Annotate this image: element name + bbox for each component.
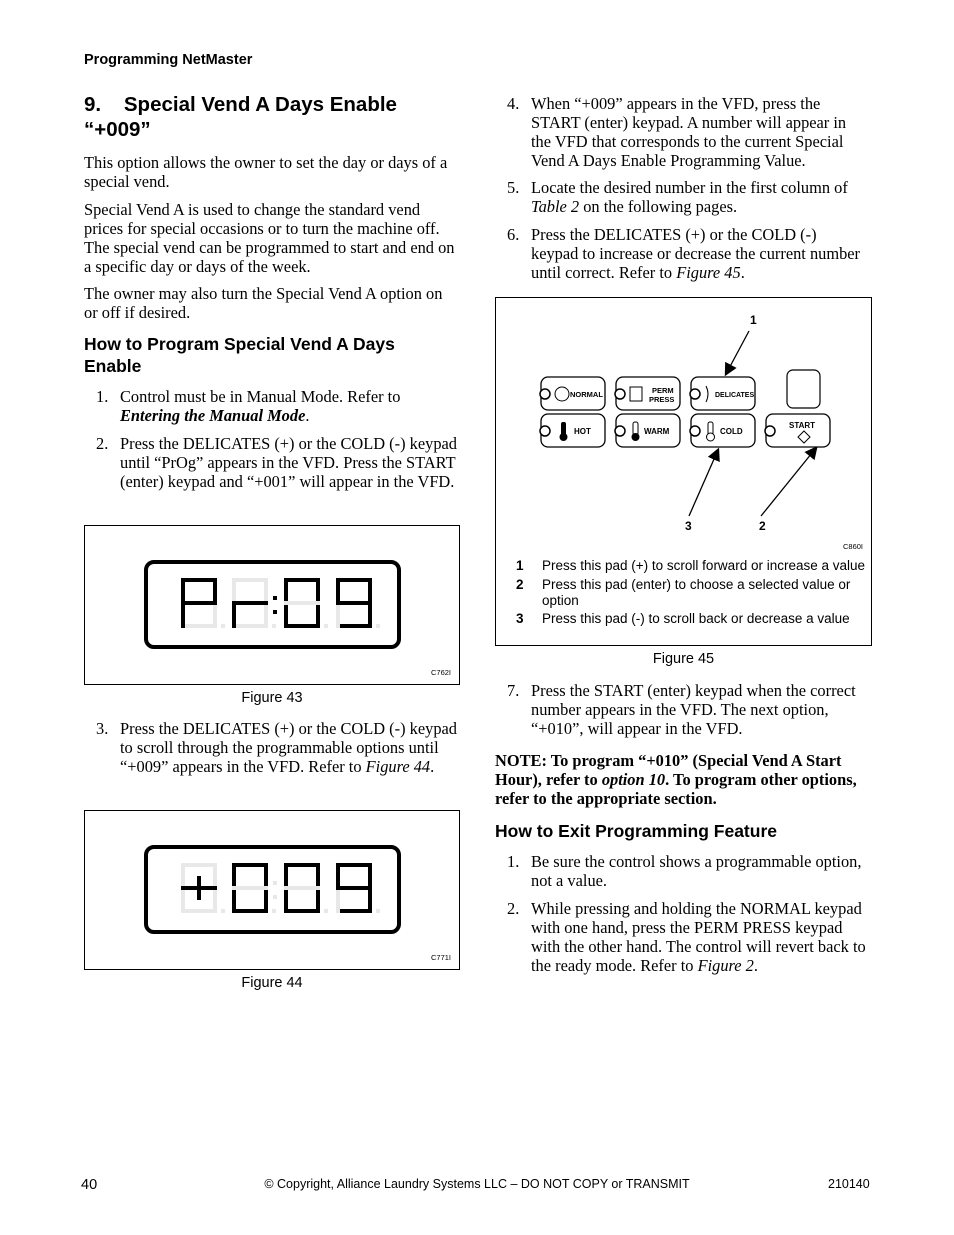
segment-e — [284, 603, 288, 628]
callout-3: 3 — [685, 519, 692, 533]
figure-code: C762I — [430, 668, 451, 677]
segment-a — [336, 863, 372, 867]
segment-f — [336, 578, 340, 603]
keypad-diagram — [496, 298, 871, 558]
vfd-display — [144, 845, 401, 934]
section-title — [84, 92, 464, 142]
callout-2: 2 — [759, 519, 766, 533]
segment-g — [232, 601, 268, 605]
owner-paragraph: The owner may also turn the Special Vend A option on or off if desired. — [84, 284, 443, 322]
figure-45-reference: Figure 45 — [676, 263, 741, 282]
delicates-key[interactable] — [690, 377, 755, 410]
blank-key[interactable] — [787, 370, 820, 408]
segment-e — [181, 603, 185, 628]
callout-1: 1 — [750, 313, 757, 327]
segment-f — [232, 578, 236, 603]
segment-e — [336, 888, 340, 913]
description-paragraph: Special Vend A is used to change the standard vend prices for special occasions or to turn the machine off. The special vend can be programmed to start and end on a specific day or days of the week. — [84, 200, 455, 276]
copyright-notice: © Copyright, Alliance Laundry Systems LLC – DO NOT COPY or TRANSMIT — [264, 1177, 690, 1191]
decimal-point — [221, 624, 225, 628]
segment-g — [232, 886, 268, 890]
segment-b — [368, 578, 372, 603]
figure-44-reference: Figure 44 — [365, 757, 431, 776]
decimal-point — [376, 624, 380, 628]
segment-d — [336, 624, 372, 628]
svg-text:PERM: PERM — [652, 386, 674, 395]
segment-b — [264, 578, 268, 603]
segment-e — [232, 603, 236, 628]
vfd-display — [144, 560, 401, 649]
note-block: NOTE: To program “+010” (Special Vend A Start Hour), refer to option 10. To program other options, refer to the appropriate section. — [495, 751, 857, 808]
subheading-exit: How to Exit Programming Feature — [495, 821, 777, 841]
figure-43-frame — [84, 525, 460, 685]
colon-dot — [273, 596, 277, 600]
segment-e — [232, 888, 236, 913]
segment-b — [264, 863, 268, 888]
perm-press-key[interactable] — [615, 377, 680, 410]
segment-g — [284, 601, 320, 605]
segment-b — [316, 578, 320, 603]
figure-45-frame: 1 2 3 NORMAL PERM PRESS DELICATES HOT WARM COLD START C860I 1 Press this pad (+) to scroll forward or increase a value 2 Press this pad (enter) to choose a selected value or option 3 Press this pad (-) to scroll back or decrease a value — [495, 297, 872, 646]
segment-f — [232, 863, 236, 888]
start-key[interactable] — [765, 414, 830, 447]
segment-b — [213, 863, 217, 888]
segment-f — [181, 863, 185, 888]
decimal-point — [272, 624, 276, 628]
svg-text:DELICATES: DELICATES — [715, 392, 755, 399]
segment-g — [181, 601, 217, 605]
segment-g — [336, 886, 372, 890]
decimal-point — [272, 909, 276, 913]
segment-d — [284, 624, 320, 628]
svg-text:START: START — [789, 421, 816, 430]
figure-44-frame — [84, 810, 460, 970]
segment-b — [213, 578, 217, 603]
section-title-line1: 9. Special Vend A Days Enable — [84, 93, 397, 116]
figure-43-caption: Figure 43 — [241, 690, 303, 706]
warm-key[interactable] — [615, 414, 680, 447]
decimal-point — [221, 909, 225, 913]
segment-e — [284, 888, 288, 913]
segment-d — [232, 909, 268, 913]
svg-text:COLD: COLD — [720, 427, 743, 436]
segment-d — [336, 909, 372, 913]
segment-a — [284, 578, 320, 582]
page-number: 40 — [81, 1177, 98, 1193]
segment-a — [336, 578, 372, 582]
segment-g — [284, 886, 320, 890]
segment-d — [284, 909, 320, 913]
svg-text:NORMAL: NORMAL — [570, 390, 603, 399]
segment-a — [181, 578, 217, 582]
segment-d — [181, 909, 217, 913]
segment-f — [336, 863, 340, 888]
running-header: Programming NetMaster — [84, 52, 253, 68]
segment-e — [181, 888, 185, 913]
normal-key[interactable] — [540, 377, 605, 410]
table-2-reference: Table 2 — [531, 197, 580, 216]
colon-dot — [273, 895, 277, 899]
hot-key[interactable] — [540, 414, 605, 447]
document-number: 210140 — [828, 1177, 870, 1191]
segment-e — [336, 603, 340, 628]
colon-dot — [273, 610, 277, 614]
segment-f — [284, 578, 288, 603]
decimal-point — [324, 624, 328, 628]
option-10-reference: option 10 — [601, 770, 666, 789]
segment-b — [316, 863, 320, 888]
subheading-program: How to Program Special Vend A Days Enable — [84, 334, 395, 376]
vfd-digits — [148, 564, 397, 645]
callout-1-arrow — [726, 331, 749, 374]
intro-paragraph: This option allows the owner to set the day or days of a special vend. — [84, 153, 448, 191]
figure-45-caption: Figure 45 — [652, 651, 715, 667]
segment-g — [336, 601, 372, 605]
vfd-digits — [148, 849, 397, 930]
decimal-point — [324, 909, 328, 913]
figure-2-reference: Figure 2 — [697, 956, 754, 975]
section-title-line2: “+009” — [84, 118, 151, 141]
figure-code: C771I — [430, 953, 451, 962]
segment-b — [368, 863, 372, 888]
manual-mode-reference: Entering the Manual Mode — [120, 406, 306, 425]
segment-a — [232, 578, 268, 582]
segment-a — [232, 863, 268, 867]
segment-a — [284, 863, 320, 867]
colon-dot — [273, 881, 277, 885]
cold-key[interactable] — [690, 414, 755, 447]
figure-44-caption: Figure 44 — [241, 975, 303, 991]
segment-d — [181, 624, 217, 628]
decimal-point — [376, 909, 380, 913]
segment-f — [181, 578, 185, 603]
callout-3-arrow — [689, 450, 718, 516]
callout-2-arrow — [761, 448, 816, 516]
segment-plus — [197, 876, 201, 900]
svg-text:PRESS: PRESS — [649, 395, 675, 404]
segment-f — [284, 863, 288, 888]
segment-a — [181, 863, 217, 867]
segment-d — [232, 624, 268, 628]
svg-text:HOT: HOT — [574, 427, 591, 436]
svg-text:WARM: WARM — [644, 427, 670, 436]
figure-code: C860I — [842, 542, 863, 551]
